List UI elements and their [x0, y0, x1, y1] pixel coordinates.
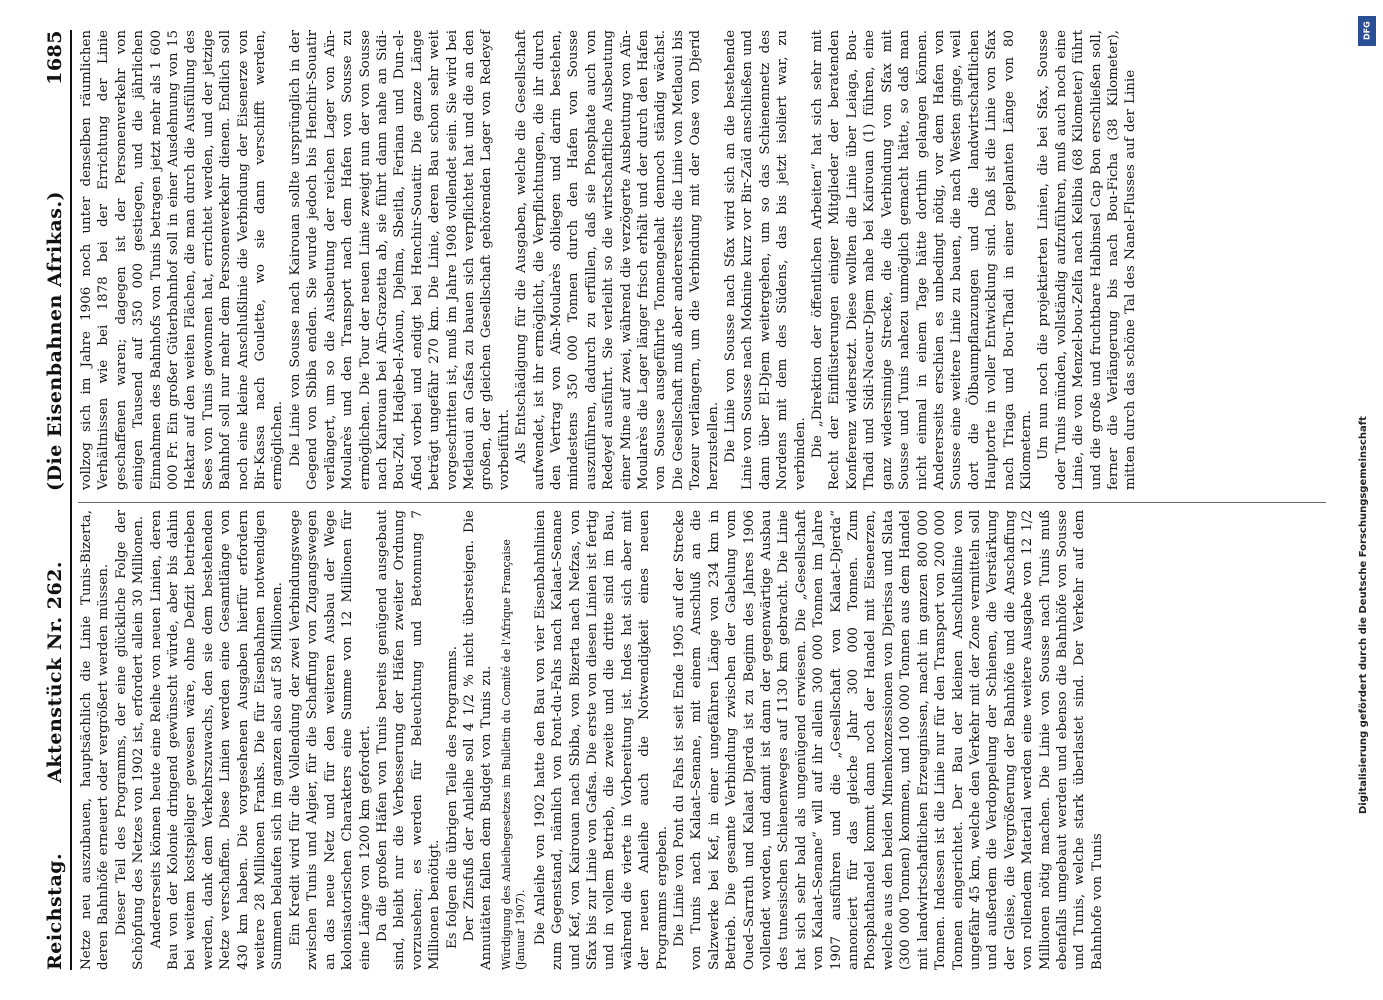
header-rule [70, 30, 72, 970]
digitization-credit: Digitalisierung gefördert durch die Deutsche Forschungsgemeinschaft [1358, 416, 1369, 814]
left-column-text: Netze neu auszubauen, hauptsächlich die Linie Tunis-Bizerta, deren Bahnhöfe erneuert oder vergrößert werden müssen. Dieser Teil des Programms, der eine glückliche Folge der Schöpfung des Netzes von 1902 ist, erfordert allein 30 Millionen. Andererseits können heute eine Reihe von neuen Linien, deren Bau von der Kolonie dringend gewünscht würde, aber bis dahin bei weitem kostspieliger gewesen wäre, ohne Defizit betrieben werden, dank dem Verkehrszuwachs, den sie dem bestehenden Netze verschaffen. Diese Linien werden eine Gesamtlänge von 430 km haben. Die vorgesehenen Ausgaben hierfür erfordern weitere 28 Millionen Franks. Die für Eisenbahnen notwendigen Summen belaufen sich im ganzen also auf 58 Millionen. Ein Kredit wird für die Vollendung der zwei Verbindungswege zwischen Tunis und Algier, für die Schaffung von Zugangswegen an das neue Netz und für den weiteren Ausbau der Wege kolonisatorischen Charakters eine Summe von 12 Millionen für eine Länge von 1200 km gefordert. Da die großen Häfen von Tunis bereits genügend ausgebaut sind, bleibt nur die Verbesserung der Häfen zweiter Ordnung vorzusehen; es werden für Beleuchtung und Betonnung 7 Millionen benötigt. Es folgen die übrigen Teile des Programms. Der Zinsfuß der Anleihe soll 4 1/2 % nicht übersteigen. Die Annuitäten fallen dem Budget von Tunis zu. [79, 509, 495, 970]
dfg-logo: DFG [1358, 16, 1376, 46]
header-section: Reichstag. [44, 852, 66, 970]
text-columns [78, 30, 1328, 970]
header-title: (Die Eisenbahnen Afrikas.) [44, 190, 66, 491]
left-column-note: Würdigung des Anleihegesetzes im Bulletin du Comité de l'Afrique Française (Januar 1907). [499, 539, 527, 970]
page-header [32, 30, 66, 970]
right-column [78, 30, 1328, 490]
left-column [78, 510, 1328, 970]
right-column-text: vollzog sich im Jahre 1906 noch unter denselben räumlichen Verhältnissen wie bei 1878 bei der Errichtung der Linie geschaffenen waren; dagegen ist der Personenverkehr von einigen Tausend auf 350 000 gestiegen, und die jährlichen Einnahmen des Bahnhofs von Tunis betragen jetzt mehr als 1 600 000 Fr. Ein großer Güterbahnhof soll in einer Ausdehnung von 15 Hektar auf den weiten Flächen, die man durch die Ausfüllung des Sees von Tunis gewonnen hat, errichtet werden, und der jetzige Bahnhof soll nur mehr dem Personenverkehr dienen. Endlich soll noch eine kleine Anschlußlinie die Verbindung der Eisenerze von Bir-Kassa nach Goulette, wo sie dann verschifft werden, ermöglichen. Die Linie von Sousse nach Kairouan sollte ursprünglich in der Gegend von Sbiba enden. Sie wurde jedoch bis Henchir-Souatir verlängert, um so die Ausbeutung der reichen Lager von Aïn-Moularès und den Transport nach dem Hafen von Sousse zu ermöglichen. Die Tour der neuen Linie zweigt nun der von Sousse nach Kairouan bei Aïn-Grazetta ab, sie führt dann nahe an Sidi-Bou-Zid, Hadjeb-el-Aïoun, Djelma, Sbeitla, Feriana und Dun-el-Afiod vorbei und endigt bei Henchir-Souatir. Die ganze Länge beträgt ungefähr 270 km. Die Linie, deren Bau schon sehr weit vorgeschritten ist, muß im Jahre 1908 vollendet sein. Sie wird bei Metlaoui an Gafsa zu bauen sich verpflichtet hat und die an den großen, der gleichen Gesellschaft gehörenden Lager von Redeyef vorbeiführt. Als Entschädigung für die Ausgaben, welche die Gesellschaft aufwendet, ist ihr ermöglicht, die Verpflichtungen, die ihr durch den Vertrag von Aïn-Moularès obliegen und darin bestehen, mindestens 350 000 Tonnen durch den Hafen von Sousse auszuführen, dadurch zu erfüllen, daß sie Phosphate auch von Redeyef ausführt. Sie verleiht so die wirtschaftliche Ausbeutung einer Mine auf zwei, während die verzögerte Ausbeutung von Aïn-Moularès die Lager länger frisch erhält und der durch den Hafen von Sousse ausgeführte Tonnengehalt dennoch ständig wächst. Die Gesellschaft muß aber andererseits die Linie von Metlaoui bis Tozeur verlängern, um die Verbindung mit der Oase von Djerid herzustellen. Die Linie von Sousse nach Sfax wird sich an die bestehende Linie von Sousse nach Moknine kurz vor Bir-Zaïd anschließen und dann über El-Djem weitergehen, um so das Schienennetz des Nordens mit dem des Südens, das bis jetzt isoliert war, zu verbinden. Die „Direktion der öffentlichen Arbeiten“ hat sich sehr mit Recht der Einflüsterungen einiger Mitglieder der beratenden Konferenz widersetzt. Diese wollten die Linie über Leiaga, Bou-Thadi und Sidi-Naceur-Djem nahe bei Kairouan (1) führen, eine ganz widersinnige Strecke, die die Verbindung von Sfax mit Sousse und Tunis nahezu unmöglich gemacht hätte, so daß man nicht einmal in einem Tage hätte dorthin gelangen können. Andererseits erschien es unbedingt nötig, vor dem Hafen von Sousse eine weitere Linie zu bauen, die nach Westen ginge, weil dort die Ölbaumpflanzungen und die landwirtschaftlichen Hauptorte in voller Entwicklung sind. Daß ist die Linie von Sfax nach Triaga und Bou-Thadi in einer geplanten Länge von 80 Kilometern. Um nun noch die projektierten Linien, die bei Sfax, Sousse oder Tunis münden, vollständig aufzuführen, muß auch noch eine Linie, die von Menzel-bou-Zelfa nach Kelibia (68 Kilometer) führt und die große und fruchtbare Halbinsel Cap Bon erschließen soll, ferner die Verlängerung bis nach Bou-Ficha (38 Kilometer), mitten durch das schöne Tal des Nanel-Flusses auf der Linie [79, 29, 1139, 490]
page-number: 1685 [44, 30, 66, 85]
header-document-number: Aktenstück Nr. 262. [44, 560, 66, 783]
left-column-text-continued: Die Anleihe von 1902 hatte den Bau von vier Eisenbahnlinien zum Gegenstand, nämlich von Pont-du-Fahs nach Kalaat–Senane und Kef, von Kairouan nach Sbiba, von Bizerta nach Nefzas, von Sfax bis zur Linie von Gafsa. Die erste von diesen Linien ist fertig und in vollem Betrieb, die zweite und die dritte sind im Bau, während die vierte in Vorbereitung ist. Indes hat sich aber mit der neuen Anleihe auch die Notwendigkeit eines neuen Programms ergeben. Die Linie von Pont du Fahs ist seit Ende 1905 auf der Strecke von Tunis nach Kalaat–Senane, mit einem Anschluß an die Salzwerke bei Kef, in einer ungefähren Länge von 234 km in Betrieb. Die gesamte Verbindung zwischen der Gabelung vom Oued–Sarrath und Kalaat Djerda ist zu Beginn des Jahres 1906 vollendet worden, und damit ist dann der gegenwärtige Ausbau des tunesischen Schienenweges auf 1130 km gebracht. Die Linie hat sich sehr bald als ungenügend erwiesen. Die „Gesellschaft von Kalaat–Senane“ will auf ihr allein 300 000 Tonnen im Jahre 1907 ausführen und die „Gesellschaft von Kalaat–Djerda“ annonciert für das gleiche Jahr 300 000 Tonnen. Zum Phosphathandel kommt dann noch der Handel mit Eisenerzen, welche aus den beiden Minenkonzessionen von Djerissa und Slata (300 000 Tonnen) kommen, und 100 000 Tonnen aus dem Handel mit landwirtschaftlichen Erzeugnissen, macht im ganzen 800 000 Tonnen. Indessen ist die Linie nur für den Transport von 200 000 Tonnen eingerichtet. Der Bau der kleinen Anschlußlinie von ungefähr 45 km, welche den Verkehr mit der Zone vermitteln soll und außerdem die Verdoppelung der Schienen, die Verstärkung der Gleise, die Vergrößerung der Bahnhöfe und die Anschaffung von rollendem Material werden eine weitere Ausgabe von 12 1/2 Millionen nötig machen. Die Linie von Sousse nach Tunis muß ebenfalls umgebaut werden und ebenso die Bahnhöfe von Sousse und Tunis, welche stark überlastet sind. Der Verkehr auf dem Bahnhofe von Tunis [532, 510, 1105, 970]
rotated-page [32, 30, 1327, 970]
digitization-note [1356, 10, 1380, 990]
